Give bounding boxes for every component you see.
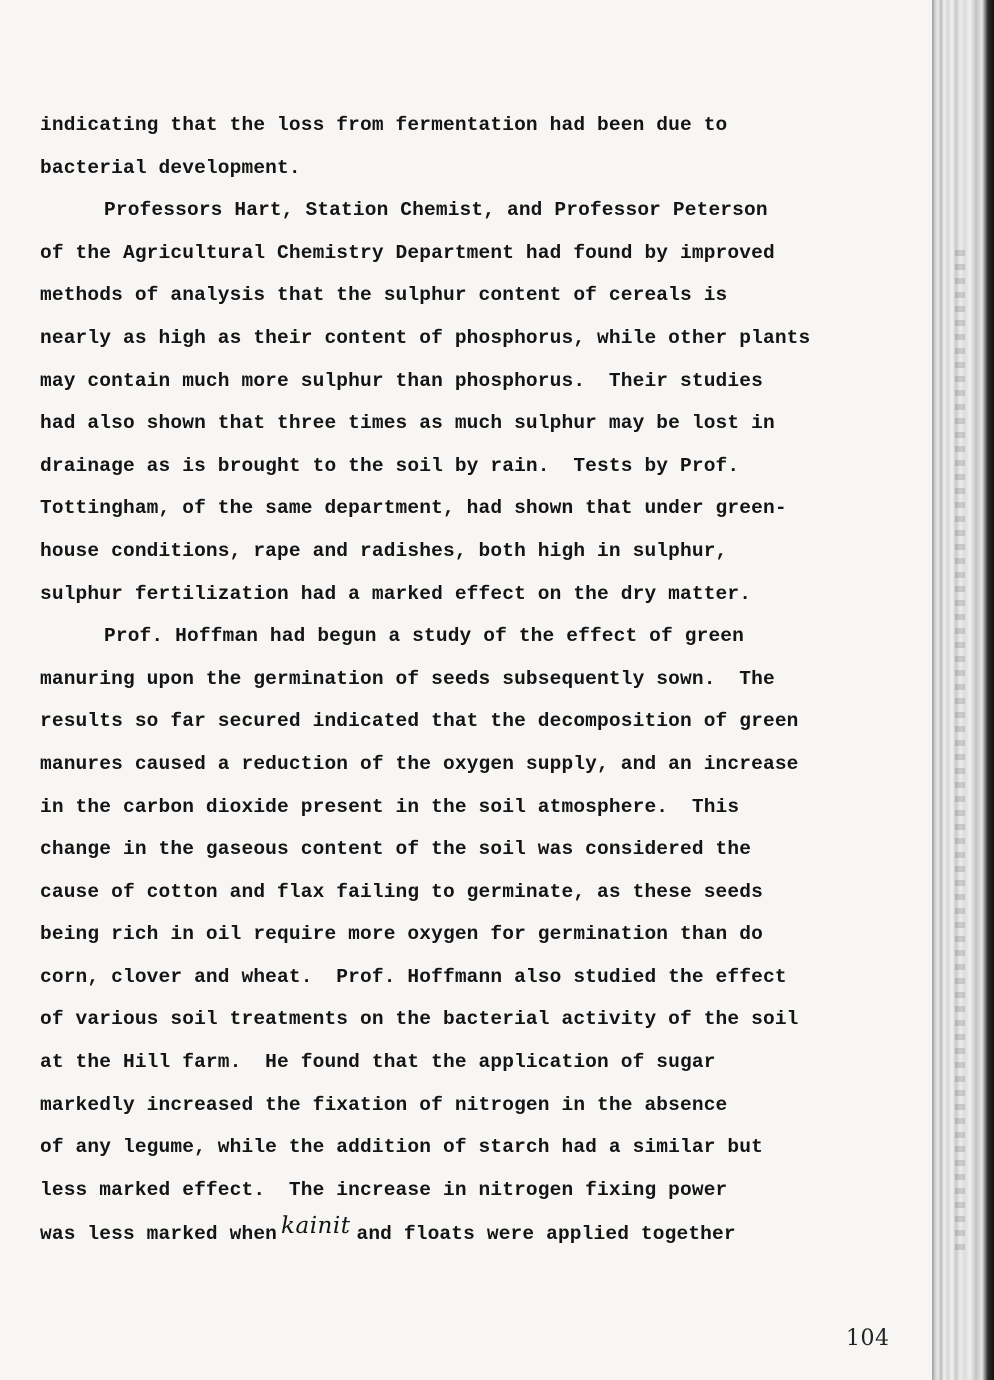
text-line: manuring upon the germination of seeds subsequently sown. The — [40, 667, 775, 690]
last-line-before: was less marked when — [40, 1223, 278, 1246]
text-line: being rich in oil require more oxygen for germination than do — [40, 923, 763, 946]
text-line: less marked effect. The increase in nitrogen fixing power — [40, 1178, 728, 1201]
text-line: of the Agricultural Chemistry Department had found by improved — [40, 241, 775, 264]
text-line: results so far secured indicated that the decomposition of green — [40, 710, 799, 733]
text-line: drainage as is brought to the soil by rain. Tests by Prof. — [40, 454, 740, 477]
text-line: Professors Hart, Station Chemist, and Professor Peterson — [104, 199, 768, 222]
last-line-after: and floats were applied together — [356, 1223, 736, 1246]
text-line: of any legume, while the addition of starch had a similar but — [40, 1136, 763, 1159]
text-line: Prof. Hoffman had begun a study of the effect of green — [104, 625, 745, 648]
text-line: in the carbon dioxide present in the soil atmosphere. This — [40, 795, 740, 818]
text-line: bacterial development. — [40, 156, 301, 179]
last-text-line — [40, 1211, 920, 1254]
text-line: nearly as high as their content of phosphorus, while other plants — [40, 326, 811, 349]
text-line: methods of analysis that the sulphur content of cereals is — [40, 284, 728, 307]
text-line: markedly increased the fixation of nitrogen in the absence — [40, 1093, 728, 1116]
text-line: change in the gaseous content of the soil was considered the — [40, 838, 752, 861]
text-line: at the Hill farm. He found that the application of sugar — [40, 1051, 716, 1074]
page-number: 104 — [846, 1326, 890, 1351]
text-line: indicating that the loss from fermentation had been due to — [40, 114, 728, 136]
text-line: manures caused a reduction of the oxygen supply, and an increase — [40, 752, 799, 775]
book-edge-texture — [955, 250, 965, 1250]
text-line: may contain much more sulphur than phosphorus. Their studies — [40, 369, 763, 392]
body-text — [40, 104, 920, 1254]
text-line: had also shown that three times as much sulphur may be lost in — [40, 412, 775, 435]
text-line: of various soil treatments on the bacterial activity of the soil — [40, 1008, 799, 1031]
text-line: sulphur fertilization had a marked effect on the dry matter. — [40, 582, 752, 605]
handwritten-insertion: kainit — [281, 1213, 351, 1240]
text-line: house conditions, rape and radishes, both high in sulphur, — [40, 539, 728, 562]
text-line: corn, clover and wheat. Prof. Hoffmann also studied the effect — [40, 965, 787, 988]
text-line: cause of cotton and flax failing to germinate, as these seeds — [40, 880, 763, 903]
text-line: Tottingham, of the same department, had shown that under green- — [40, 497, 787, 520]
